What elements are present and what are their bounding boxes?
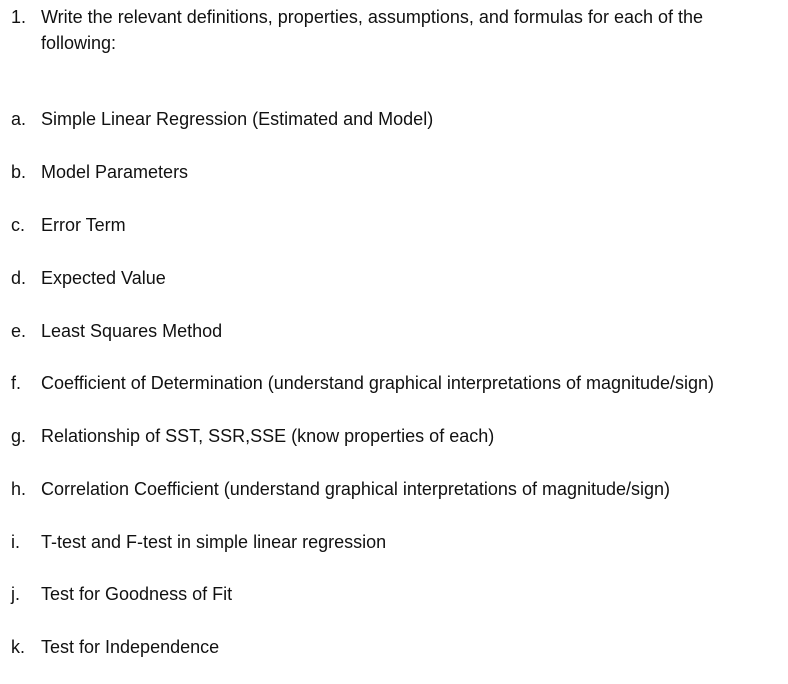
list-item-label: g. bbox=[11, 426, 27, 446]
list-item bbox=[11, 634, 781, 660]
list-item bbox=[11, 423, 781, 449]
list-item-label: e. bbox=[11, 321, 27, 341]
list-item-text: Coefficient of Determination (understand graphical interpretations of magnitude/sign) bbox=[41, 373, 715, 393]
list-item-text: Correlation Coefficient (understand graphical interpretations of magnitude/sign) bbox=[41, 479, 671, 499]
list-item-label: h. bbox=[11, 479, 27, 499]
list-item-text: T-test and F-test in simple linear regression bbox=[41, 532, 387, 552]
list-item bbox=[11, 265, 781, 291]
list-item bbox=[11, 159, 781, 185]
list-item bbox=[11, 476, 781, 502]
list-item-text: Error Term bbox=[41, 215, 126, 235]
list-item-text: Relationship of SST, SSR,SSE (know properties of each) bbox=[41, 426, 495, 446]
list-item bbox=[11, 529, 781, 555]
list-item-label: b. bbox=[11, 162, 27, 182]
list-item-label: k. bbox=[11, 637, 26, 657]
list-item bbox=[11, 370, 781, 396]
list-item-text: Simple Linear Regression (Estimated and Model) bbox=[41, 109, 434, 129]
list-item bbox=[11, 318, 781, 344]
question-text: Write the relevant definitions, properties, assumptions, and formulas for each of the following: bbox=[41, 7, 704, 53]
list-item bbox=[11, 581, 781, 607]
list-item-label: f. bbox=[11, 373, 22, 393]
list-item-text: Expected Value bbox=[41, 268, 166, 288]
list-item-text: Test for Goodness of Fit bbox=[41, 584, 233, 604]
list-item-label: a. bbox=[11, 109, 27, 129]
list-item bbox=[11, 212, 781, 238]
list-item bbox=[11, 106, 781, 132]
list-item-text: Test for Independence bbox=[41, 637, 220, 657]
list-item-text: Model Parameters bbox=[41, 162, 189, 182]
list-item-label: d. bbox=[11, 268, 27, 288]
list-item-label: j. bbox=[11, 584, 20, 604]
list-item-text: Least Squares Method bbox=[41, 321, 223, 341]
list-item-label: i. bbox=[11, 532, 20, 552]
list-item-label: c. bbox=[11, 215, 26, 235]
question-number: 1. bbox=[11, 7, 27, 27]
